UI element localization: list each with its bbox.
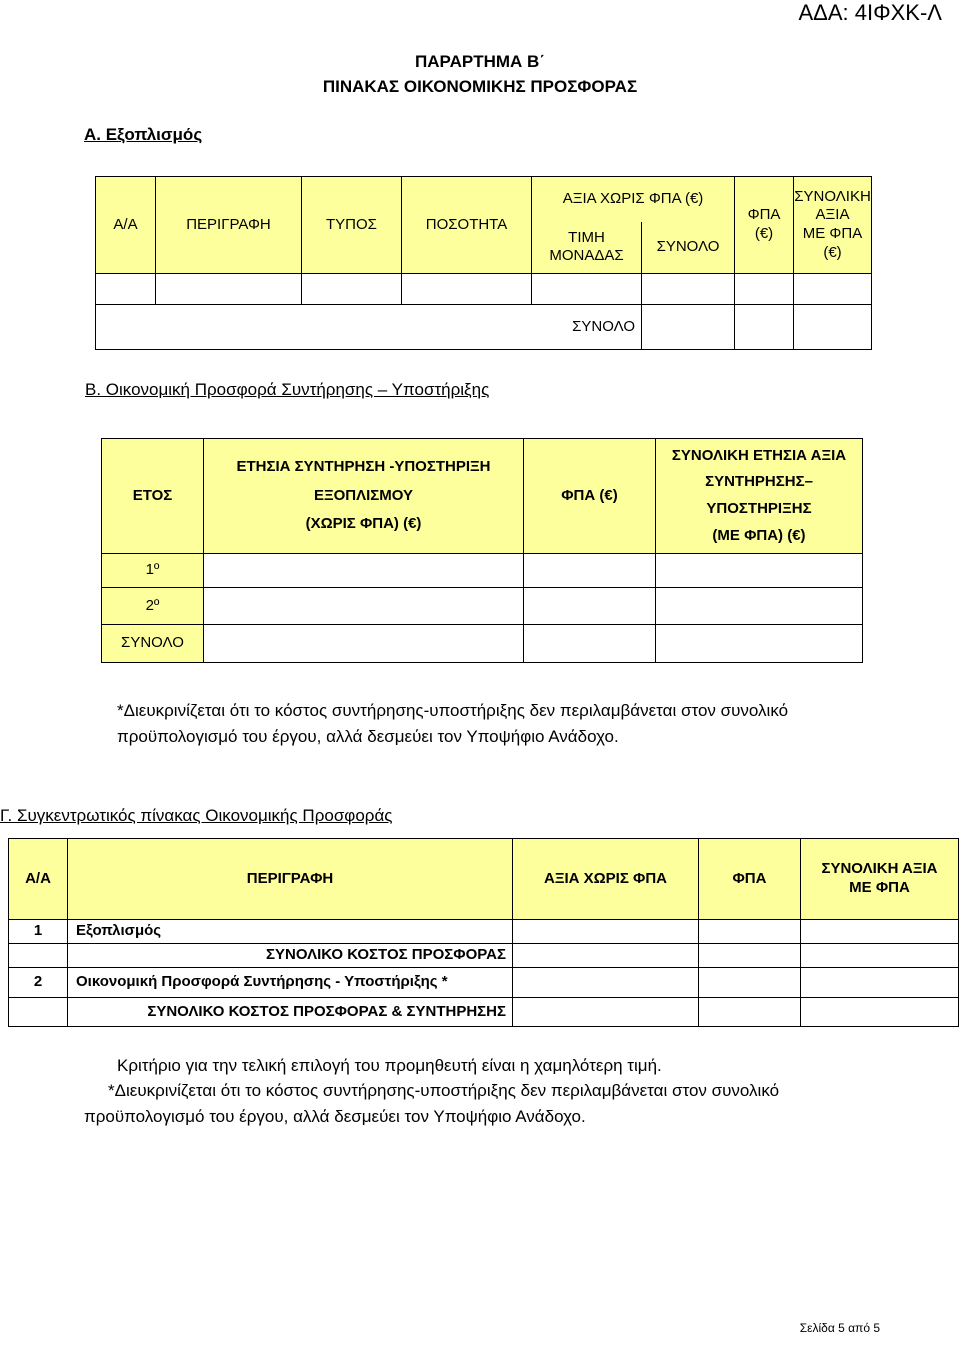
row-value xyxy=(513,968,699,998)
row-grand xyxy=(801,920,959,944)
col-total-annual xyxy=(656,439,863,554)
col-unit-price: ΤΙΜΗ ΜΟΝΑΔΑΣ xyxy=(532,222,642,274)
col-grand-line1: ΣΥΝΟΛΙΚΗ xyxy=(794,187,871,205)
section-c-heading: Γ. Συγκεντρωτικός πίνακας Οικονομικής Προσφοράς xyxy=(0,806,393,825)
col-year: ΕΤΟΣ xyxy=(102,439,204,554)
row-grand xyxy=(801,998,959,1027)
col-vat-label: ΦΠΑ xyxy=(747,206,781,224)
year-row xyxy=(102,554,863,588)
row-value xyxy=(513,998,699,1027)
award-criterion: Κριτήριο για την τελική επιλογή του προμηθευτή είναι η χαμηλότερη τιμή. xyxy=(117,1056,662,1075)
total-line1: ΣΥΝΟΛΙΚΗ ΕΤΗΣΙΑ ΑΞΙΑ xyxy=(671,446,847,464)
row-vat xyxy=(699,944,801,968)
subtotal-row xyxy=(9,998,959,1027)
row-description: Οικονομική Προσφορά Συντήρησης - Υποστήριξης * xyxy=(68,968,513,998)
col-quantity: ΠΟΣΟΤΗΤΑ xyxy=(402,177,532,274)
annual-line3: (ΧΩΡΙΣ ΦΠΑ) (€) xyxy=(305,515,422,533)
row-description: Εξοπλισμός xyxy=(68,920,513,944)
footer-note-line1: *Διευκρινίζεται ότι το κόστος συντήρησης-υποστήριξης δεν περιλαμβάνεται στον συνολικό xyxy=(108,1081,780,1100)
total-label: ΣΥΝΟΛΟ xyxy=(102,625,204,663)
col-aa: Α/Α xyxy=(9,839,68,920)
row-num xyxy=(9,998,68,1027)
maintenance-note xyxy=(117,698,788,750)
row-value xyxy=(513,944,699,968)
row-subtotal-label: ΣΥΝΟΛΙΚΟ ΚΟΣΤΟΣ ΠΡΟΣΦΟΡΑΣ & ΣΥΝΤΗΡΗΣΗΣ xyxy=(68,998,513,1027)
cell-total xyxy=(642,274,735,305)
cell-aa xyxy=(96,274,156,305)
row-vat xyxy=(699,920,801,944)
annex-title: ΠΑΡΑΡΤΗΜΑ Β΄ xyxy=(414,52,545,71)
cell-description xyxy=(156,274,302,305)
cell-annual xyxy=(204,588,524,625)
cell-vat xyxy=(735,274,794,305)
table-row xyxy=(96,274,872,305)
col-description: ΠΕΡΙΓΡΑΦΗ xyxy=(156,177,302,274)
col-annual-maintenance xyxy=(204,439,524,554)
cell-total xyxy=(656,588,863,625)
summary-row xyxy=(9,968,959,998)
col-vat: ΦΠΑ xyxy=(699,839,801,920)
summary-row xyxy=(9,920,959,944)
ada-code: ΑΔΑ: 4ΙΦΧΚ-Λ xyxy=(798,0,942,25)
grand-line2: ΜΕ ΦΠΑ xyxy=(849,879,910,896)
equipment-table xyxy=(95,176,872,350)
cell-grand-total xyxy=(656,625,863,663)
col-value-no-vat: ΑΞΙΑ ΧΩΡΙΣ ΦΠΑ xyxy=(513,839,699,920)
total-sum xyxy=(642,305,735,350)
total-line3: ΥΠΟΣΤΗΡΙΞΗΣ xyxy=(706,500,812,517)
page-number: Σελίδα 5 από 5 xyxy=(799,1321,880,1335)
summary-table xyxy=(8,838,959,1027)
total-grand xyxy=(794,305,872,350)
cell-annual-total xyxy=(204,625,524,663)
col-aa: Α/Α xyxy=(96,177,156,274)
col-vat-unit: (€) xyxy=(754,225,774,242)
cell-vat xyxy=(524,588,656,625)
year-label: 2º xyxy=(102,588,204,625)
table-title: ΠΙΝΑΚΑΣ ΟΙΚΟΝΟΜΙΚΗΣ ΠΡΟΣΦΟΡΑΣ xyxy=(322,77,638,96)
cell-vat xyxy=(524,554,656,588)
cell-annual xyxy=(204,554,524,588)
cell-type xyxy=(302,274,402,305)
grand-line1: ΣΥΝΟΛΙΚΗ ΑΞΙΑ xyxy=(821,860,938,878)
note-line2: προϋπολογισμό του έργου, αλλά δεσμεύει τον Υποψήφιο Ανάδοχο. xyxy=(117,727,619,746)
total-row xyxy=(96,305,872,350)
col-grand-line3: ΜΕ ΦΠΑ (€) xyxy=(802,225,863,261)
section-b-heading: Β. Οικονομική Προσφορά Συντήρησης – Υποστήριξης xyxy=(85,380,490,399)
row-num xyxy=(9,944,68,968)
col-grand-total xyxy=(794,177,872,274)
annual-line1: ΕΤΗΣΙΑ ΣΥΝΤΗΡΗΣΗ -ΥΠΟΣΤΗΡΙΞΗ xyxy=(236,457,491,475)
total-vat xyxy=(735,305,794,350)
row-subtotal-label: ΣΥΝΟΛΙΚΟ ΚΟΣΤΟΣ ΠΡΟΣΦΟΡΑΣ xyxy=(68,944,513,968)
col-vat: ΦΠΑ (€) xyxy=(524,439,656,554)
year-row xyxy=(102,588,863,625)
cell-total xyxy=(656,554,863,588)
subtotal-row xyxy=(9,944,959,968)
total-line2: ΣΥΝΤΗΡΗΣΗΣ– xyxy=(705,473,813,491)
row-vat xyxy=(699,998,801,1027)
col-total: ΣΥΝΟΛΟ xyxy=(642,222,735,274)
col-vat xyxy=(735,177,794,274)
footer-note-line2: προϋπολογισμό του έργου, αλλά δεσμεύει τον Υποψήφιο Ανάδοχο. xyxy=(84,1107,586,1126)
note-line1: *Διευκρινίζεται ότι το κόστος συντήρησης-υποστήριξης δεν περιλαμβάνεται στον συνολικό xyxy=(117,701,789,720)
row-grand xyxy=(801,944,959,968)
col-grand-line2: ΑΞΙΑ xyxy=(815,206,850,224)
total-line4: (ΜΕ ΦΠΑ) (€) xyxy=(712,526,806,544)
row-num: 1 xyxy=(9,920,68,944)
row-vat xyxy=(699,968,801,998)
col-description: ΠΕΡΙΓΡΑΦΗ xyxy=(68,839,513,920)
col-type: ΤΥΠΟΣ xyxy=(302,177,402,274)
cell-vat-total xyxy=(524,625,656,663)
total-label: ΣΥΝΟΛΟ xyxy=(96,305,642,350)
annual-line2: ΕΞΟΠΛΙΣΜΟΥ xyxy=(313,486,414,504)
col-grand-total xyxy=(801,839,959,920)
row-num: 2 xyxy=(9,968,68,998)
maintenance-table xyxy=(101,438,863,663)
cell-quantity xyxy=(402,274,532,305)
row-value xyxy=(513,920,699,944)
total-row xyxy=(102,625,863,663)
year-label: 1º xyxy=(102,554,204,588)
row-grand xyxy=(801,968,959,998)
cell-grand-total xyxy=(794,274,872,305)
cell-unit-price xyxy=(532,274,642,305)
section-a-heading: Α. Εξοπλισμός xyxy=(84,125,203,144)
col-value-no-vat: ΑΞΙΑ ΧΩΡΙΣ ΦΠΑ (€) xyxy=(532,177,735,222)
